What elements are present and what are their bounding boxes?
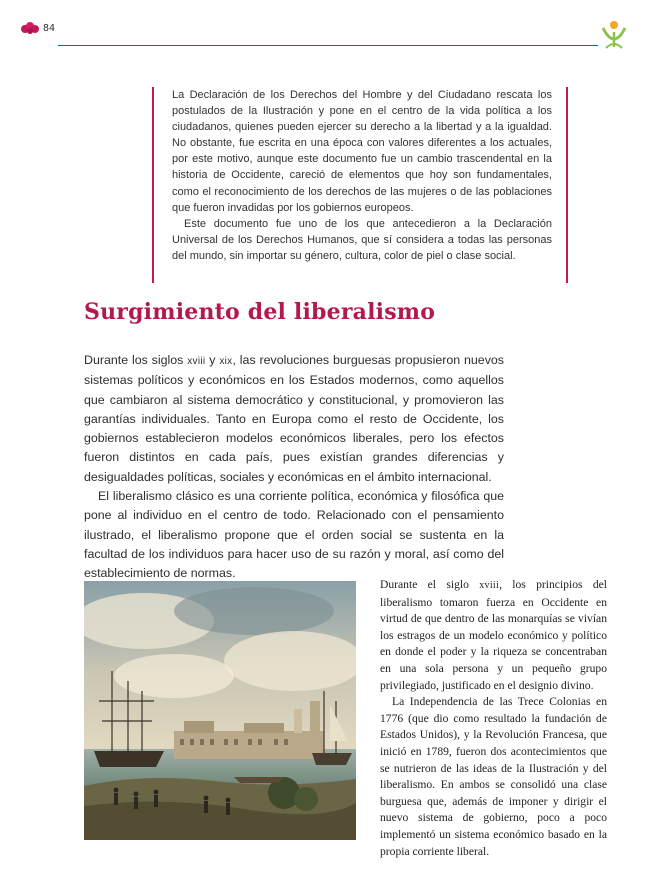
body-p1-a: Durante los siglos [84, 353, 188, 367]
flower-logo-icon [20, 21, 40, 37]
body-paragraph-2: El liberalismo clásico es una corriente política, económica y filosófica que pone al individuo en el centro de todo. Relacionado con el pensamiento ilustrado, el liberalismo propone que el orden social se sustenta en la facultad de los individuos para hacer uso de su razón y moral, así como del establecimiento de normas. [84, 489, 504, 581]
body-paragraph-1 [84, 351, 504, 487]
century-19: xix [219, 356, 233, 367]
main-body-text [84, 351, 504, 584]
body-p1-b: y [205, 353, 220, 367]
harbor-painting-image [84, 581, 356, 840]
quote-box [152, 87, 568, 283]
box-paragraph-1: La Declaración de los Derechos del Hombre y del Ciudadano rescata los postulados de la Ilustración y pone en el centro de la vida política a los ciudadanos, quienes pueden ejercer su derecho a la libertad y a la igualdad. No obstante, fue escrita en una época con valores diferentes a los actuales, por este motivo, aunque este documento fue un cambio trascendental en la historia de Occidente, careció de elementos que hoy son fundamentales, como el reconocimiento de los derechos de las mujeres o de las poblaciones que fueron invadidas por los gobiernos europeos. [172, 89, 552, 214]
side-p1-b: , los principios del liberalismo tomaron fuerza en Occidente en virtud de que dentro de las monarquías se vivían los estragos de un modelo económico y político en donde el poder y la riqueza se concentraban en una sola persona y un pequeño grupo privilegiado, justificado en el designio divino. [380, 578, 607, 692]
side-paragraph-2: La Independencia de las Trece Colonias en 1776 (que dio como resultado la fundación de Estados Unidos), y la Revolución Francesa, que inició en 1789, fueron dos acontecimientos que se nutrieron de las ideas de la Ilustración y del liberalismo. En ambos se consolidó una clase burguesa que, además de imponer y dirigir el nuevo sistema de gobierno, poco a poco implementó un sistema económico basado en la propia corriente liberal. [380, 695, 607, 858]
header-rule [58, 45, 598, 46]
side-column-text [380, 577, 607, 860]
century-18: xviii [187, 356, 206, 367]
quote-box-text [172, 87, 552, 264]
side-century-18: xviii [479, 580, 500, 591]
harbor-painting [84, 581, 356, 840]
box-paragraph-2: Este documento fue uno de los que antecedieron a la Declaración Universal de los Derechos Humanos, que sí considera a todas las personas del mundo, sin importar su género, cultura, color de piel o clase social. [172, 217, 552, 262]
side-p1-a: Durante el siglo [380, 578, 480, 591]
page-number: 84 [43, 23, 56, 34]
side-paragraph-1 [380, 577, 607, 694]
page-header [0, 0, 672, 50]
green-figure-decoration-icon [600, 20, 628, 50]
body-p1-c: , las revoluciones burguesas propusieron nuevos sistemas políticos y económicos en los Estados modernos, como aquellos que cambiaron al sistema democrático y constitucional, y promovieron las garantías individuales. Tanto en Europa como el resto de Occidente, los gobiernos establecieron modelos económicos liberales, pero los efectos fueron distintos en cada país, pues existían grandes diferencias y desigualdades políticas, sociales y económicas en el ámbito internacional. [84, 353, 504, 484]
section-title: Surgimiento del liberalismo [84, 299, 436, 325]
